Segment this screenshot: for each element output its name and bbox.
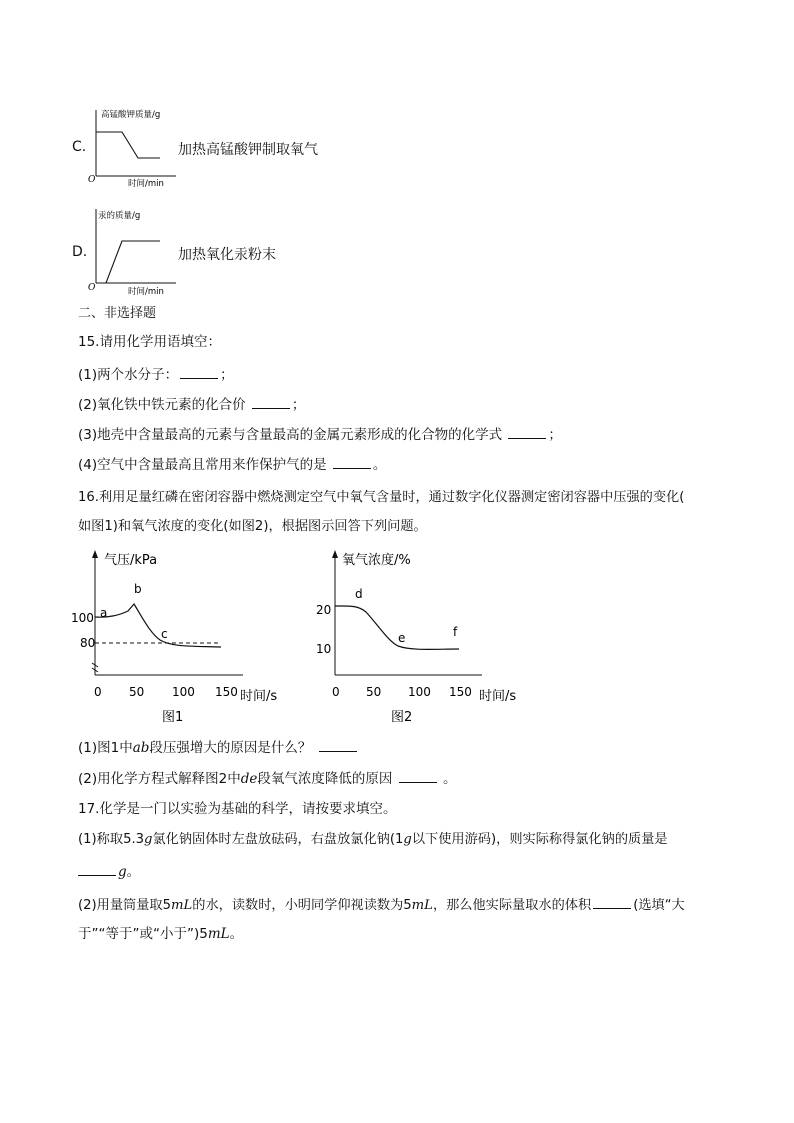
fig1-xlabel: 时间/s [240, 689, 278, 704]
fig2-xlabel: 时间/s [479, 689, 517, 704]
option-c-text: 加热高锰酸钾制取氧气 [178, 142, 318, 158]
fig2-xtick-100: 100 [408, 685, 431, 699]
option-c-letter: C. [72, 139, 87, 155]
fig1-caption: 图1 [162, 710, 184, 725]
option-c-graph [84, 104, 179, 192]
fig1-xtick-0: 0 [94, 685, 102, 699]
q15-stem: 15.请用化学用语填空： [78, 334, 221, 350]
q16-sub-2: (2)用化学方程式解释图2中de段氧气浓度降低的原因 。 [78, 768, 456, 788]
option-c-xlabel: 时间/min [128, 179, 164, 189]
answer-blank[interactable] [78, 861, 116, 876]
q16-stem-line1: 16.利用足量红磷在密闭容器中燃烧测定空气中氧气含量时，通过数字化仪器测定密闭容器中压强的变化( [78, 490, 685, 505]
fig2-point-e: e [398, 631, 406, 645]
option-c-origin: O [88, 175, 96, 185]
answer-blank[interactable] [180, 364, 218, 379]
option-d-letter: D. [72, 244, 88, 260]
option-c-ylabel: 高锰酸钾质量/g [101, 110, 161, 120]
fig1-point-c: c [161, 627, 168, 641]
option-d-ylabel: 汞的质量/g [98, 211, 141, 221]
q17-sub-1-line1: (1)称取5.3g氯化钠固体时左盘放砝码，右盘放氯化钠(1g以下使用游码)，则实际称得氯化钠的质量是 [78, 832, 668, 847]
fig2-xtick-50: 50 [366, 685, 382, 699]
option-d-curve [96, 241, 160, 283]
answer-blank[interactable] [333, 454, 371, 469]
option-d-origin: O [88, 283, 96, 293]
answer-blank[interactable] [319, 737, 357, 752]
fig2-curve [335, 606, 459, 649]
fig2-point-f: f [453, 625, 458, 639]
fig1-ytick-80: 80 [80, 636, 96, 650]
fig2-caption: 图2 [391, 710, 413, 725]
fig1-xtick-150: 150 [215, 685, 238, 699]
fig1-point-a: a [100, 606, 108, 620]
section-title: 二、非选择题 [78, 306, 157, 321]
q16-stem-line2: 如图1)和氧气浓度的变化(如图2)，根据图示回答下列问题。 [78, 519, 427, 534]
fig1-point-b: b [134, 582, 142, 596]
fig1-xtick-100: 100 [172, 685, 195, 699]
q15-item-3: (3)地壳中含量最高的元素与含量最高的金属元素形成的化合物的化学式 ； [78, 424, 562, 444]
answer-blank[interactable] [508, 424, 546, 439]
answer-blank[interactable] [252, 394, 290, 409]
q15-item-4: (4)空气中含量最高且常用来作保护气的是 。 [78, 454, 386, 474]
fig2-ytick-10: 10 [316, 642, 332, 656]
fig2-xtick-150: 150 [449, 685, 472, 699]
q15-item-2: (2)氧化铁中铁元素的化合价 ； [78, 394, 305, 414]
figure-2 [306, 545, 536, 730]
fig2-ytick-20: 20 [316, 603, 332, 617]
option-d-text: 加热氧化汞粉末 [178, 247, 276, 263]
q15-item-1: (1)两个水分子： ； [78, 364, 234, 384]
figure-1 [68, 545, 298, 730]
fig1-ylabel: 气压/kPa [104, 553, 158, 568]
fig2-ylabel: 氧气浓度/% [342, 553, 411, 568]
fig1-xtick-50: 50 [129, 685, 145, 699]
q17-sub-1-line2: g。 [78, 861, 140, 881]
option-d-xlabel: 时间/min [128, 287, 164, 297]
q17-sub-2-line2: 于”“等于”或“小于”)5mL。 [78, 926, 244, 942]
option-c-curve [96, 132, 160, 158]
answer-blank[interactable] [593, 894, 631, 909]
q16-sub-1: (1)图1中ab段压强增大的原因是什么？ [78, 737, 359, 757]
q17-stem: 17.化学是一门以实验为基础的科学，请按要求填空。 [78, 801, 397, 817]
fig1-curve [95, 604, 221, 647]
fig1-ytick-100: 100 [71, 611, 94, 625]
fig2-xtick-0: 0 [332, 685, 340, 699]
answer-blank[interactable] [399, 768, 437, 783]
option-d-graph [84, 203, 179, 299]
fig2-point-d: d [355, 587, 363, 601]
q17-sub-2-line1: (2)用量筒量取5mL的水，读数时，小明同学仰视读数为5mL，那么他实际量取水的体积 (选填“大 [78, 894, 685, 914]
